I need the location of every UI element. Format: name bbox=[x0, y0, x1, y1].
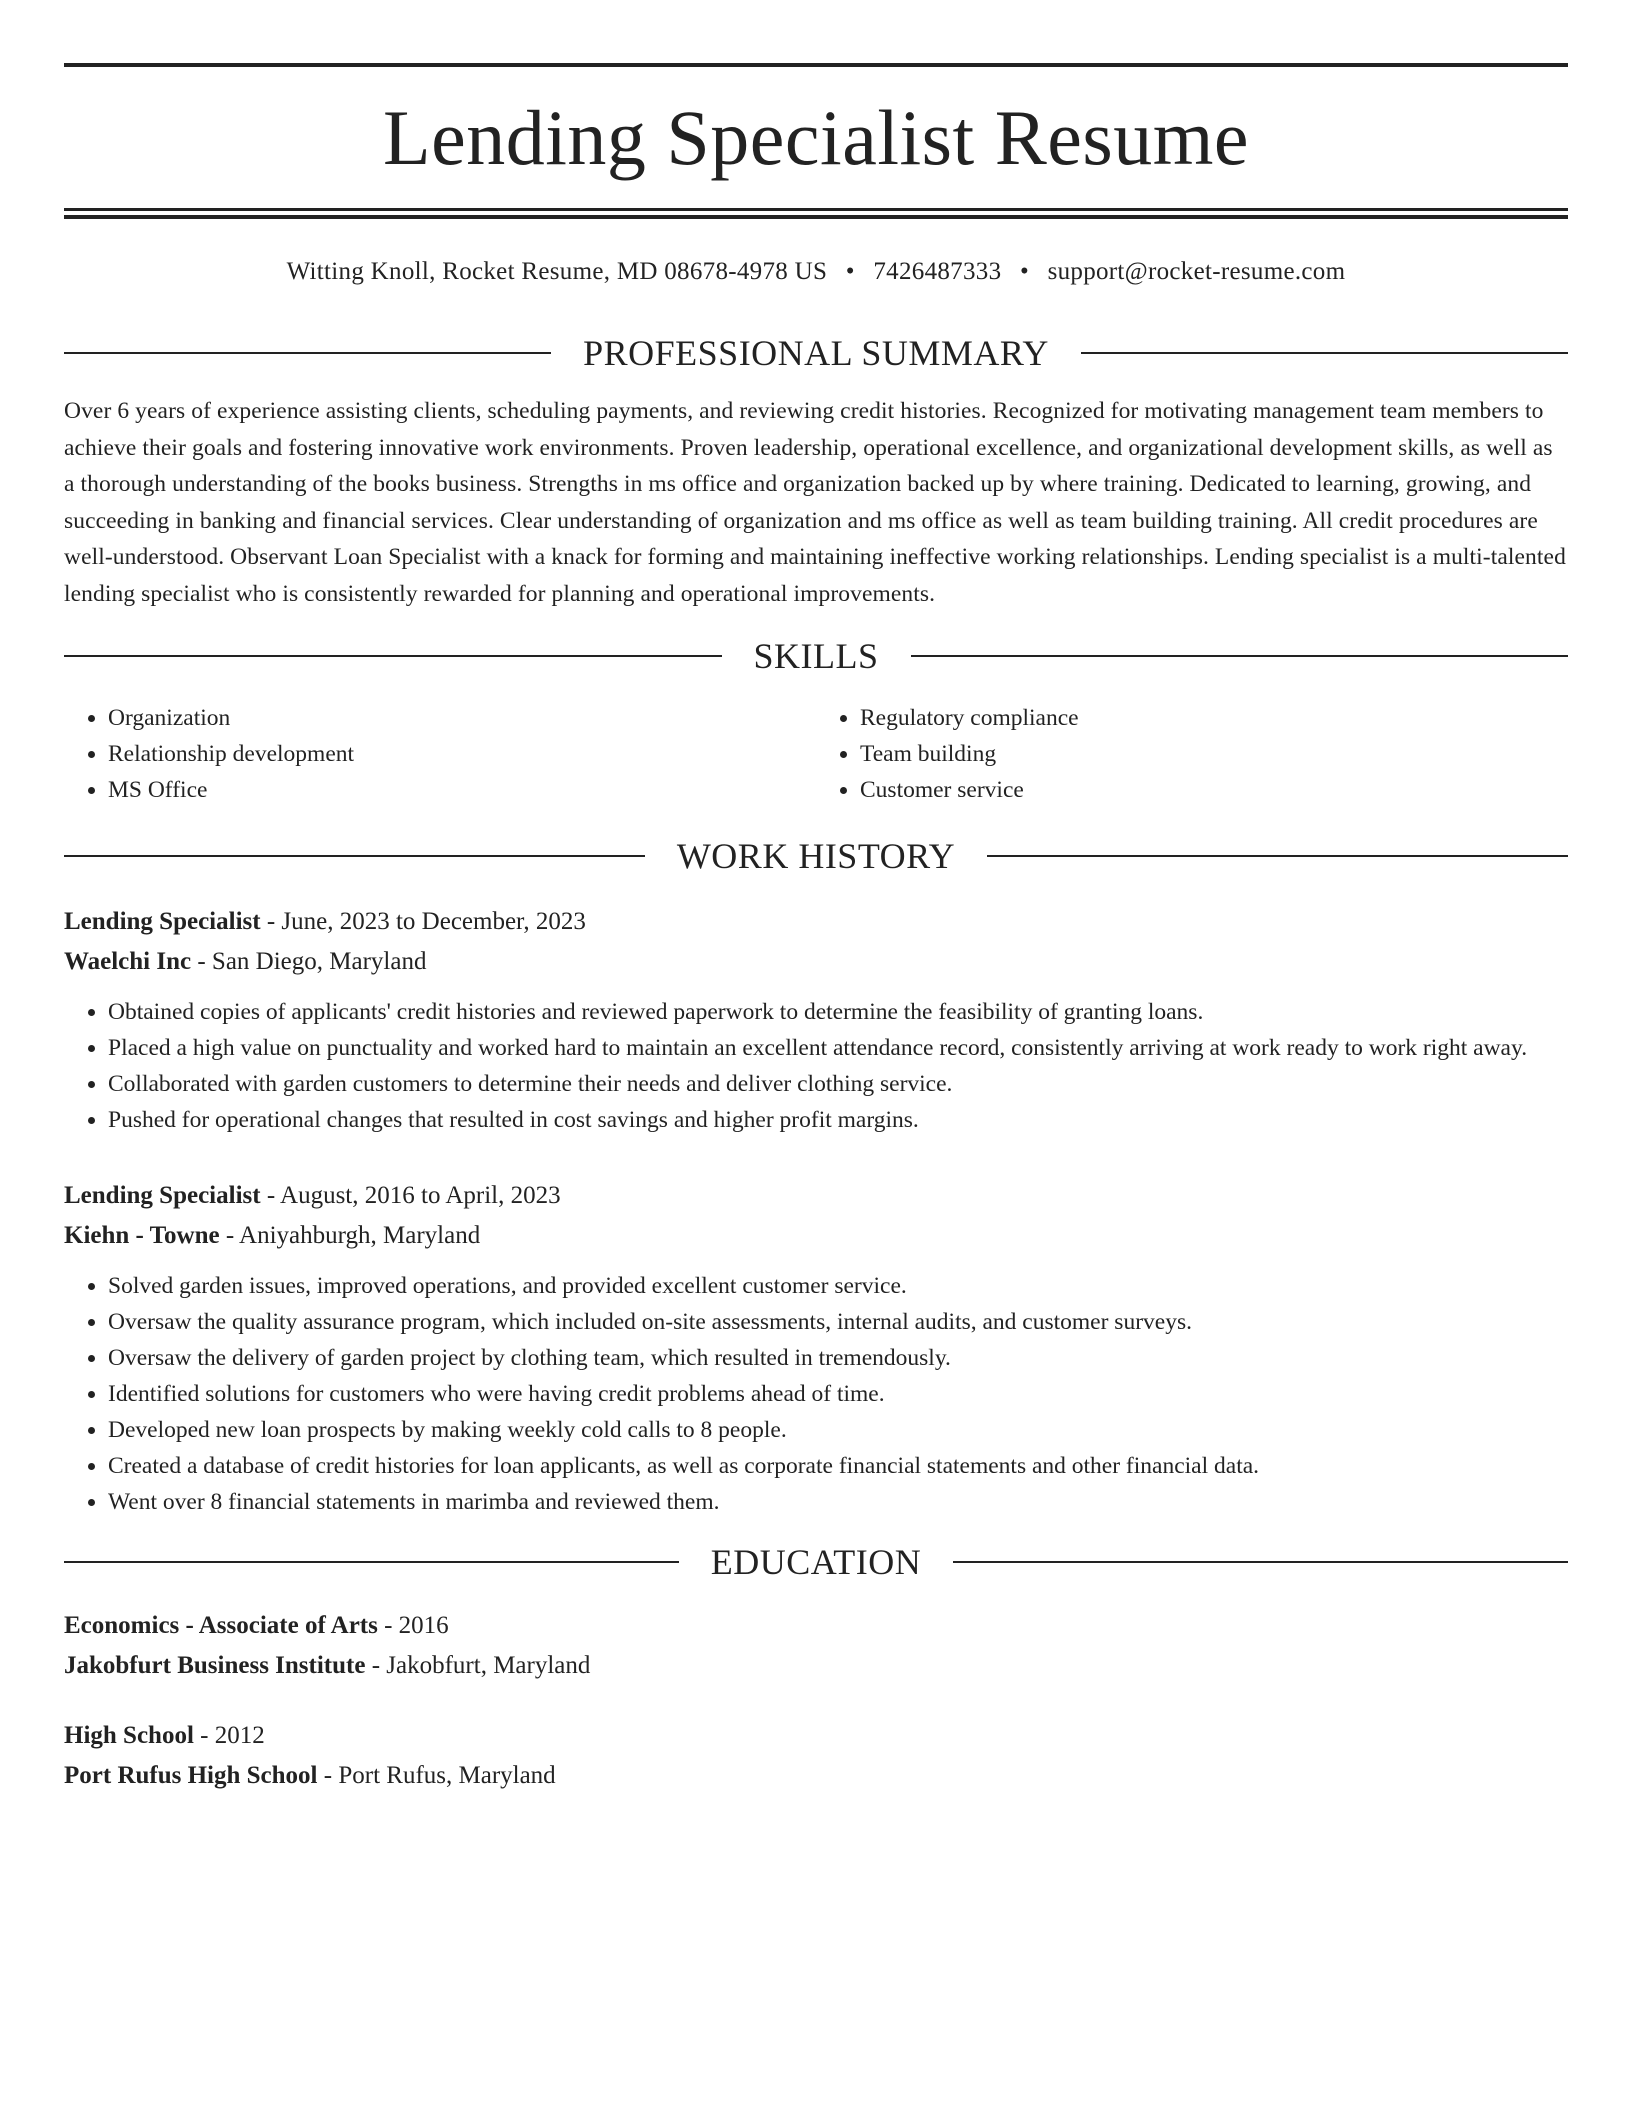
heading-rule-left bbox=[64, 1561, 679, 1563]
skills-column-right bbox=[816, 700, 1568, 808]
job-bullet: • Pushed for operational changes that resulted in cost savings and higher profit margins. bbox=[108, 1102, 1568, 1138]
job-bullets bbox=[64, 1268, 1568, 1520]
skill-item: • MS Office bbox=[108, 772, 816, 808]
job-dates: - June, 2023 to December, 2023 bbox=[260, 908, 586, 935]
job-company: Kiehn - Towne bbox=[64, 1222, 220, 1249]
education-heading bbox=[64, 1542, 1568, 1582]
education-school: Jakobfurt Business Institute bbox=[64, 1652, 366, 1679]
education-degree: High School bbox=[64, 1722, 194, 1749]
education-degree: Economics - Associate of Arts bbox=[64, 1612, 378, 1639]
skills-column-left bbox=[64, 700, 816, 808]
job-title: Lending Specialist bbox=[64, 908, 261, 935]
job-title: Lending Specialist bbox=[64, 1182, 261, 1209]
contact-separator: • bbox=[845, 258, 855, 285]
education-year: - 2016 bbox=[377, 1612, 449, 1639]
contact-phone: 7426487333 bbox=[873, 258, 1002, 285]
top-rule bbox=[64, 63, 1568, 67]
job-bullet: • Obtained copies of applicants' credit histories and reviewed paperwork to determine the feasibility of granting loans. bbox=[108, 994, 1568, 1030]
summary-heading-label: PROFESSIONAL SUMMARY bbox=[583, 333, 1049, 373]
heading-rule-right bbox=[987, 855, 1568, 857]
heading-rule-left bbox=[64, 655, 722, 657]
skill-item: • Team building bbox=[860, 736, 1568, 772]
contact-separator: • bbox=[1019, 258, 1029, 285]
job-bullet: • Oversaw the delivery of garden project by clothing team, which resulted in tremendously. bbox=[108, 1340, 1568, 1376]
skill-item: • Regulatory compliance bbox=[860, 700, 1568, 736]
job-bullet: • Solved garden issues, improved operations, and provided excellent customer service. bbox=[108, 1268, 1568, 1304]
heading-rule-right bbox=[911, 655, 1569, 657]
job-title-line bbox=[64, 902, 1568, 942]
summary-text: Over 6 years of experience assisting clients, scheduling payments, and reviewing credit histories. Recognized for motivating management team members to achieve their goals and fostering innovative work environments. Proven leadership, operational excellence, and organizational development skills, as well as a thorough understanding of the books business. Strengths in ms office and organization backed up by where training. Dedicated to learning, growing, and succeeding in banking and financial services. Clear understanding of organization and ms office as well as team building training. All credit procedures are well-understood. Observant Loan Specialist with a knack for forming and maintaining ineffective working relationships. Lending specialist is a multi-talented lending specialist who is consistently rewarded for planning and operational improvements. bbox=[64, 398, 1566, 607]
work-history-heading bbox=[64, 836, 1568, 876]
education-location: - Port Rufus, Maryland bbox=[317, 1762, 556, 1789]
heading-rule-left bbox=[64, 352, 551, 354]
job-bullet: • Collaborated with garden customers to determine their needs and deliver clothing service. bbox=[108, 1066, 1568, 1102]
heading-rule-left bbox=[64, 855, 645, 857]
job-bullets bbox=[64, 994, 1568, 1138]
job-location: - Aniyahburgh, Maryland bbox=[219, 1222, 481, 1249]
contact-address: Witting Knoll, Rocket Resume, MD 08678-4978 US bbox=[286, 258, 828, 285]
education-entry bbox=[64, 1716, 1568, 1796]
skills-heading-label: SKILLS bbox=[753, 636, 879, 676]
job-company-line bbox=[64, 942, 1568, 982]
job-entry bbox=[64, 902, 1568, 1138]
page-title: Lending Specialist Resume bbox=[382, 94, 1249, 181]
job-bullet: • Created a database of credit histories for loan applicants, as well as corporate financial statements and other financial data. bbox=[108, 1448, 1568, 1484]
job-bullet: • Oversaw the quality assurance program, which included on-site assessments, internal audits, and customer surveys. bbox=[108, 1304, 1568, 1340]
work-history-heading-label: WORK HISTORY bbox=[676, 836, 956, 876]
job-bullet: • Developed new loan prospects by making weekly cold calls to 8 people. bbox=[108, 1412, 1568, 1448]
skill-item: • Relationship development bbox=[108, 736, 816, 772]
title-double-rule bbox=[64, 208, 1568, 219]
job-title-line bbox=[64, 1176, 1568, 1216]
skills-heading bbox=[64, 636, 1568, 676]
education-school-line bbox=[64, 1756, 1568, 1796]
contact-line bbox=[64, 257, 1568, 287]
heading-rule-right bbox=[953, 1561, 1568, 1563]
job-location: - San Diego, Maryland bbox=[191, 948, 427, 975]
job-company-line bbox=[64, 1216, 1568, 1256]
education-heading-label: EDUCATION bbox=[710, 1542, 922, 1582]
contact-email: support@rocket-resume.com bbox=[1047, 258, 1346, 285]
summary-heading bbox=[64, 333, 1568, 373]
job-entry bbox=[64, 1176, 1568, 1520]
education-year: - 2012 bbox=[193, 1722, 265, 1749]
skill-item: • Organization bbox=[108, 700, 816, 736]
job-bullet: • Identified solutions for customers who were having credit problems ahead of time. bbox=[108, 1376, 1568, 1412]
job-dates: - August, 2016 to April, 2023 bbox=[260, 1182, 561, 1209]
education-degree-line bbox=[64, 1606, 1568, 1646]
education-entry bbox=[64, 1606, 1568, 1686]
skill-item: • Customer service bbox=[860, 772, 1568, 808]
heading-rule-right bbox=[1081, 352, 1568, 354]
job-bullet: • Went over 8 financial statements in marimba and reviewed them. bbox=[108, 1484, 1568, 1520]
job-bullet: • Placed a high value on punctuality and worked hard to maintain an excellent attendance record, consistently arriving at work ready to work right away. bbox=[108, 1030, 1568, 1066]
skills-list bbox=[64, 700, 1568, 808]
education-school: Port Rufus High School bbox=[64, 1762, 318, 1789]
education-location: - Jakobfurt, Maryland bbox=[365, 1652, 591, 1679]
education-degree-line bbox=[64, 1716, 1568, 1756]
education-school-line bbox=[64, 1646, 1568, 1686]
job-company: Waelchi Inc bbox=[64, 948, 192, 975]
